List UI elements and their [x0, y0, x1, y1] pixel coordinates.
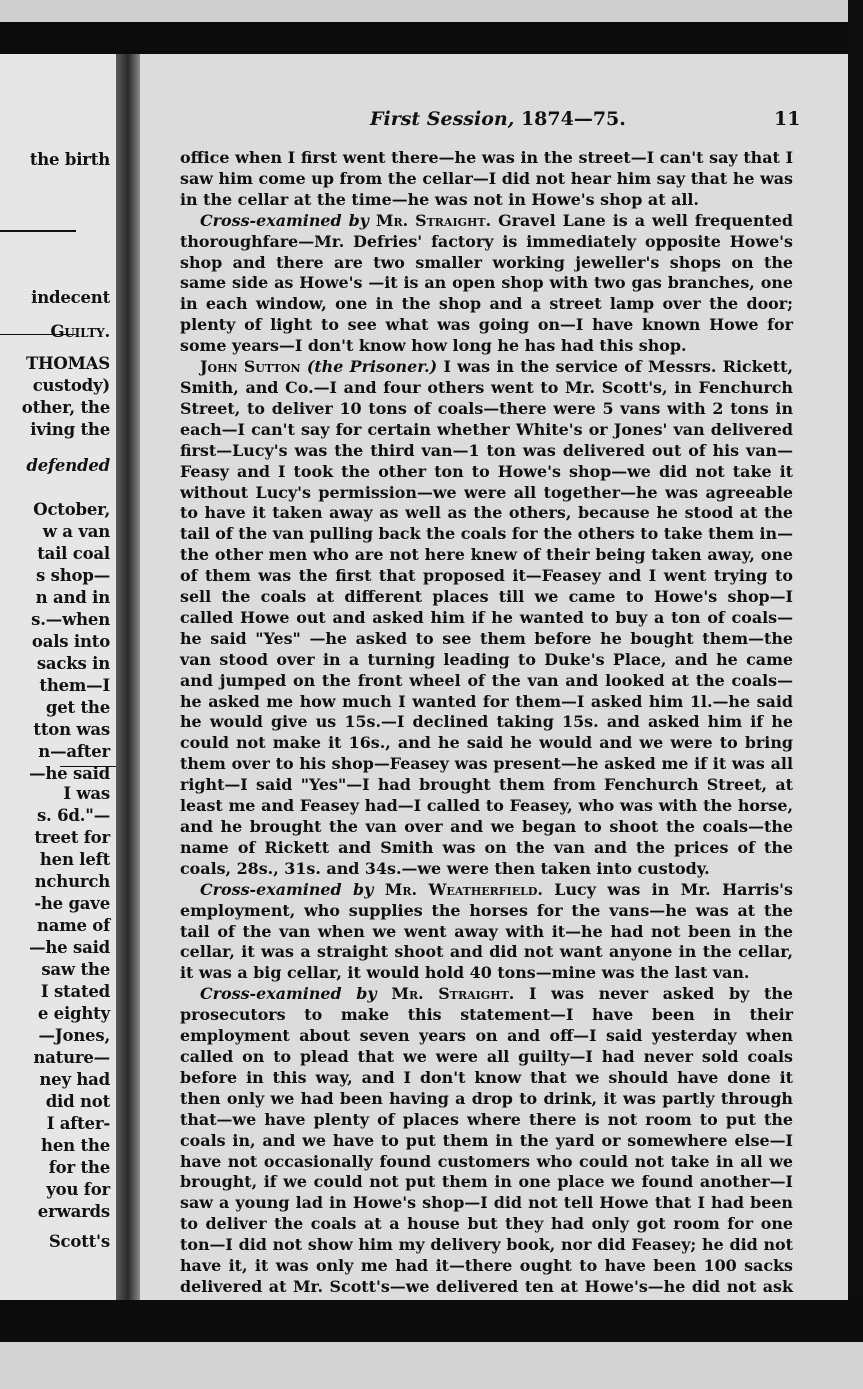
left-page-line: get the [45, 698, 110, 717]
left-page-line: w a van [42, 522, 110, 541]
left-page-line: Scott's [48, 1232, 110, 1251]
left-page-line: indecent [31, 288, 110, 307]
left-page-line: saw the [41, 960, 110, 979]
paragraph-text: Gravel Lane is a well frequented thoroughfare—Mr. Defries' factory is immediately opposite Howe's shop and there are two smaller working jeweller's shops on the same side as Howe's —it is an open shop with two gas branches, one in each window, one in the shop and a street lamp over the door; plenty of light to see what was going on—I have known Howe for some years—I don't know how long he has had this shop. [180, 210, 793, 356]
cross-examined-lead: Cross-examined by [200, 879, 374, 899]
left-page-line: name of [36, 916, 110, 935]
left-page-line: —Jones, [38, 1026, 110, 1045]
book-gutter [116, 54, 140, 1300]
left-page-line: defended [26, 456, 110, 475]
paragraph [180, 211, 793, 357]
running-head-year: 1874—75. [520, 108, 626, 130]
left-page-line: I stated [40, 982, 110, 1001]
left-page-rule [0, 334, 76, 335]
paragraph-text: I was never asked by the prosecutors to make this statement—I have been in their employment about seven years on and off—I said yesterday when called on to plead that we were all guilty—I had never sold coals before in this way, and I don't know that we should have done it then only we had been having a drop to drink, it was partly through that—we have plenty of places where there is not room to put the coals in, and we have to put them in the yard or somewhere else—I have not occasionally found customers who could not take in all we brought, if we could not put them in one place we found another—I saw a young lad in Howe's shop—I did not tell Howe that I had been to deliver the coals at a house but they had only got room for one ton—I did not show him my delivery book, nor did Feasey; he did not have it, it was only me had it—there ought to have been 100 sacks delivered at Mr. Scott's—we delivered ten at Howe's—he did not ask [180, 984, 793, 1296]
left-page-line: October, [33, 500, 110, 519]
left-page-line: other, the [21, 398, 110, 417]
left-page-line: n and in [35, 588, 110, 607]
speaker-name: John Sutton [200, 357, 301, 377]
scan-dark-band-bottom [0, 1300, 863, 1342]
left-page-line: n—after [38, 742, 110, 761]
paragraph [180, 984, 793, 1319]
left-page-line: s. 6d."— [36, 806, 110, 825]
scan-dark-band-top [0, 22, 863, 54]
speaker-name: Mr. Straight. [391, 984, 515, 1004]
page-number: 11 [774, 108, 801, 130]
left-page-line: erwards [37, 1202, 110, 1221]
paragraph-text: office when I first went there—he was in the street—I can't say that I saw him come up from the cellar—I did not hear him say that he was in the cellar at the time—he was not in Howe's shop at all. [180, 148, 793, 209]
cross-examined-lead: Cross-examined by [200, 984, 377, 1004]
left-page-line: them—I [39, 676, 110, 695]
left-page-line: custody) [32, 376, 110, 395]
left-page-line: ney had [39, 1070, 110, 1089]
speaker-name: Mr. Weatherfield. [384, 879, 543, 899]
paragraph-text: Lucy was in Mr. Harris's employment, who supplies the horses for the vans—he was at the tail of the van when we went away with it—he had not been in the cellar, it was a straight shoot and did not want anyone in the cellar, it was a big cellar, it would hold 40 tons—mine was the last van. [180, 879, 793, 983]
running-head [370, 108, 626, 130]
prisoner-label: (the Prisoner.) [306, 357, 438, 377]
cross-examined-lead: Cross-examined by [200, 210, 369, 230]
left-page-line: -he gave [34, 894, 110, 913]
paragraph [180, 148, 793, 211]
left-page-line: the birth [29, 150, 110, 169]
main-page [140, 54, 848, 1300]
left-page-line: I after- [46, 1114, 110, 1133]
left-page-line: did not [45, 1092, 110, 1111]
left-page-line: nchurch [34, 872, 110, 891]
left-page-line: nature— [33, 1048, 110, 1067]
scan-bottom-margin [0, 1342, 863, 1389]
left-page-line: for the [48, 1158, 110, 1177]
left-page-line: hen left [39, 850, 110, 869]
left-page-line: tton was [33, 720, 110, 739]
left-page-line: tail coal [37, 544, 110, 563]
left-page-line: you for [46, 1180, 110, 1199]
paragraph-text: I was in the service of Messrs. Rickett, Smith, and Co.—I and four others went to Mr. Scott's, in Fenchurch Street, to deliver 10 tons of coals—there were 5 vans with 2 tons in each—I can't say for certain whether White's or Jones' van delivered first—Lucy's was the third van—1 ton was delivered out of his van—Feasy and I took the other ton to Howe's shop—we did not take it without Lucy's permission—we were all together—he was agreeable to have it taken away as well as the others, because he stood at the tail of the van pulling back the coals for the others to take them in—the other men who are not here knew of their being taken away, one of them was the first that proposed it—Feasey and I went trying to sell the coals at different places till we came to Howe's shop—I called Howe out and asked him if he wanted to buy a ton of coals—he said "Yes" —he asked to see them before he bought them—the van stood over in a turning leading to Duke's Place, and he came and jumped on the front wheel of the van and looked at the coals—he asked me how much I wanted for them—I asked him 1l.—he said he would give us 15s.—I declined taking 15s. and asked him if he could not make it 16s., and he said he would and we were to bring them over to his shop—Feasey was present—he asked me if it was all right—I said "Yes"—I had brought them from Fenchurch Street, at least me and Feasey had—I called to Feasey, who was with the horse, and he brought the van over and we began to shoot the coals—the name of Rickett and Smith was on the van and the prices of the coals, 28s., 31s. and 34s.—we were then taken into custody. [180, 357, 794, 878]
paragraph [180, 357, 793, 880]
left-page-line: I was [63, 784, 110, 803]
left-page-line: s.—when [31, 610, 110, 629]
left-page-line: oals into [31, 632, 110, 651]
left-page-rule [60, 766, 116, 767]
left-page-line: Guilty. [50, 322, 110, 341]
left-page-line: s shop— [36, 566, 110, 585]
left-page-fragment [0, 54, 116, 1300]
left-page-line: e eighty [37, 1004, 110, 1023]
left-page-line: —he said [29, 938, 110, 957]
body-text [180, 148, 793, 1319]
left-page-line: hen the [41, 1136, 110, 1155]
left-page-line: sacks in [36, 654, 110, 673]
speaker-name: Mr. Straight. [375, 210, 492, 230]
left-page-line: iving the [30, 420, 110, 439]
paragraph [180, 880, 793, 985]
scan-top-margin [0, 0, 863, 22]
left-page-line: —he said [29, 764, 110, 783]
left-page-line: treet for [34, 828, 110, 847]
scan-right-edge [848, 0, 863, 1389]
left-page-rule [0, 230, 76, 232]
left-page-line: THOMAS [25, 354, 110, 373]
running-head-title: First Session, [370, 108, 515, 130]
